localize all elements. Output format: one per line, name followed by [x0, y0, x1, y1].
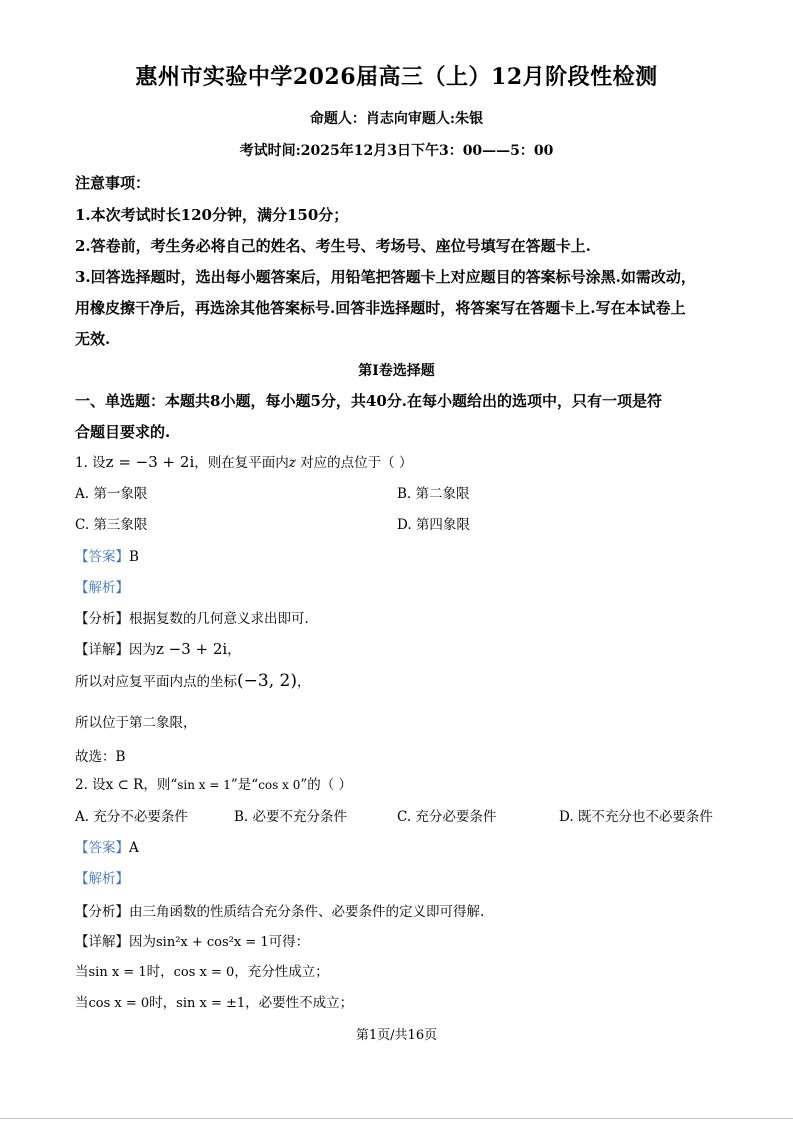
- part1-heading-line-2: 合题目要求的.: [75, 423, 171, 441]
- q1-detail-line-2: 所以对应复平面内点的坐标(−3, 2)，: [75, 671, 311, 691]
- q2-detail: 【详解】因为sin²x + cos²x = 1可得：: [75, 934, 310, 950]
- q2-option-b: B. 必要不充分条件: [234, 809, 348, 825]
- q1-detail-line-3: 所以位于第二象限，: [75, 715, 197, 731]
- q2-answer: 【答案】A: [75, 840, 139, 856]
- q1-option-c: C. 第三象限: [75, 517, 148, 533]
- q2-stem: 2. 设x ⊂ R，则“sin x = 1”是“cos x 0”的（ ）: [75, 777, 353, 793]
- page-title: 惠州市实验中学2026届高三（上）12月阶段性检测: [135, 64, 658, 90]
- q1-option-d: D. 第四象限: [397, 517, 470, 533]
- q2-fenxi: 【分析】由三角函数的性质结合充分条件、必要条件的定义即可得解.: [75, 904, 485, 920]
- q1-analysis-tag: 【解析】: [75, 580, 129, 596]
- q1-answer: 【答案】B: [75, 549, 139, 565]
- q2-option-d: D. 既不充分也不必要条件: [559, 809, 713, 825]
- q2-analysis-tag: 【解析】: [75, 871, 129, 887]
- notice-heading: 注意事项：: [75, 174, 151, 192]
- q2-detail-line-2: 当sin x = 1时，cos x = 0，充分性成立；: [75, 964, 329, 980]
- q2-option-c: C. 充分必要条件: [397, 809, 497, 825]
- notice-item-3-line-2: 用橡皮擦干净后，再选涂其他答案标号.回答非选择题时，将答案写在答题卡上.写在本试卷上: [75, 299, 686, 317]
- q2-detail-line-3: 当cos x = 0时，sin x = ±1，必要性不成立；: [75, 995, 354, 1011]
- q1-detail: 【详解】因为z −3 + 2i，: [75, 640, 241, 658]
- q1-fenxi: 【分析】根据复数的几何意义求出即可.: [75, 611, 309, 627]
- notice-item-3-line-1: 3.回答选择题时，选出每小题答案后，用铅笔把答题卡上对应题目的答案标号涂黑.如需改动，: [75, 268, 696, 286]
- volume-title: 第I卷选择题: [358, 363, 435, 379]
- bottom-divider: [0, 1118, 793, 1119]
- authors-line: 命题人：肖志向审题人:朱银: [309, 111, 484, 127]
- exam-time-line: 考试时间:2025年12月3日下午3：00——5：00: [239, 143, 554, 159]
- notice-item-3-line-3: 无效.: [75, 330, 111, 348]
- q1-detail-line-4: 故选：B: [75, 749, 126, 765]
- q1-option-b: B. 第二象限: [397, 486, 470, 502]
- q2-option-a: A. 充分不必要条件: [75, 809, 188, 825]
- q1-stem: 1. 设z = −3 + 2i，则在复平面内z 对应的点位于（ ）: [75, 453, 413, 471]
- notice-item-2: 2.答卷前，考生务必将自己的姓名、考生号、考场号、座位号填写在答题卡上.: [75, 237, 591, 255]
- part1-heading-line-1: 一、单选题：本题共8小题，每小题5分，共40分.在每小题给出的选项中，只有一项是符: [75, 392, 662, 410]
- q1-option-a: A. 第一象限: [75, 486, 148, 502]
- notice-item-1: 1.本次考试时长120分钟，满分150分；: [75, 206, 349, 224]
- page-number: 第1页/共16页: [355, 1028, 438, 1043]
